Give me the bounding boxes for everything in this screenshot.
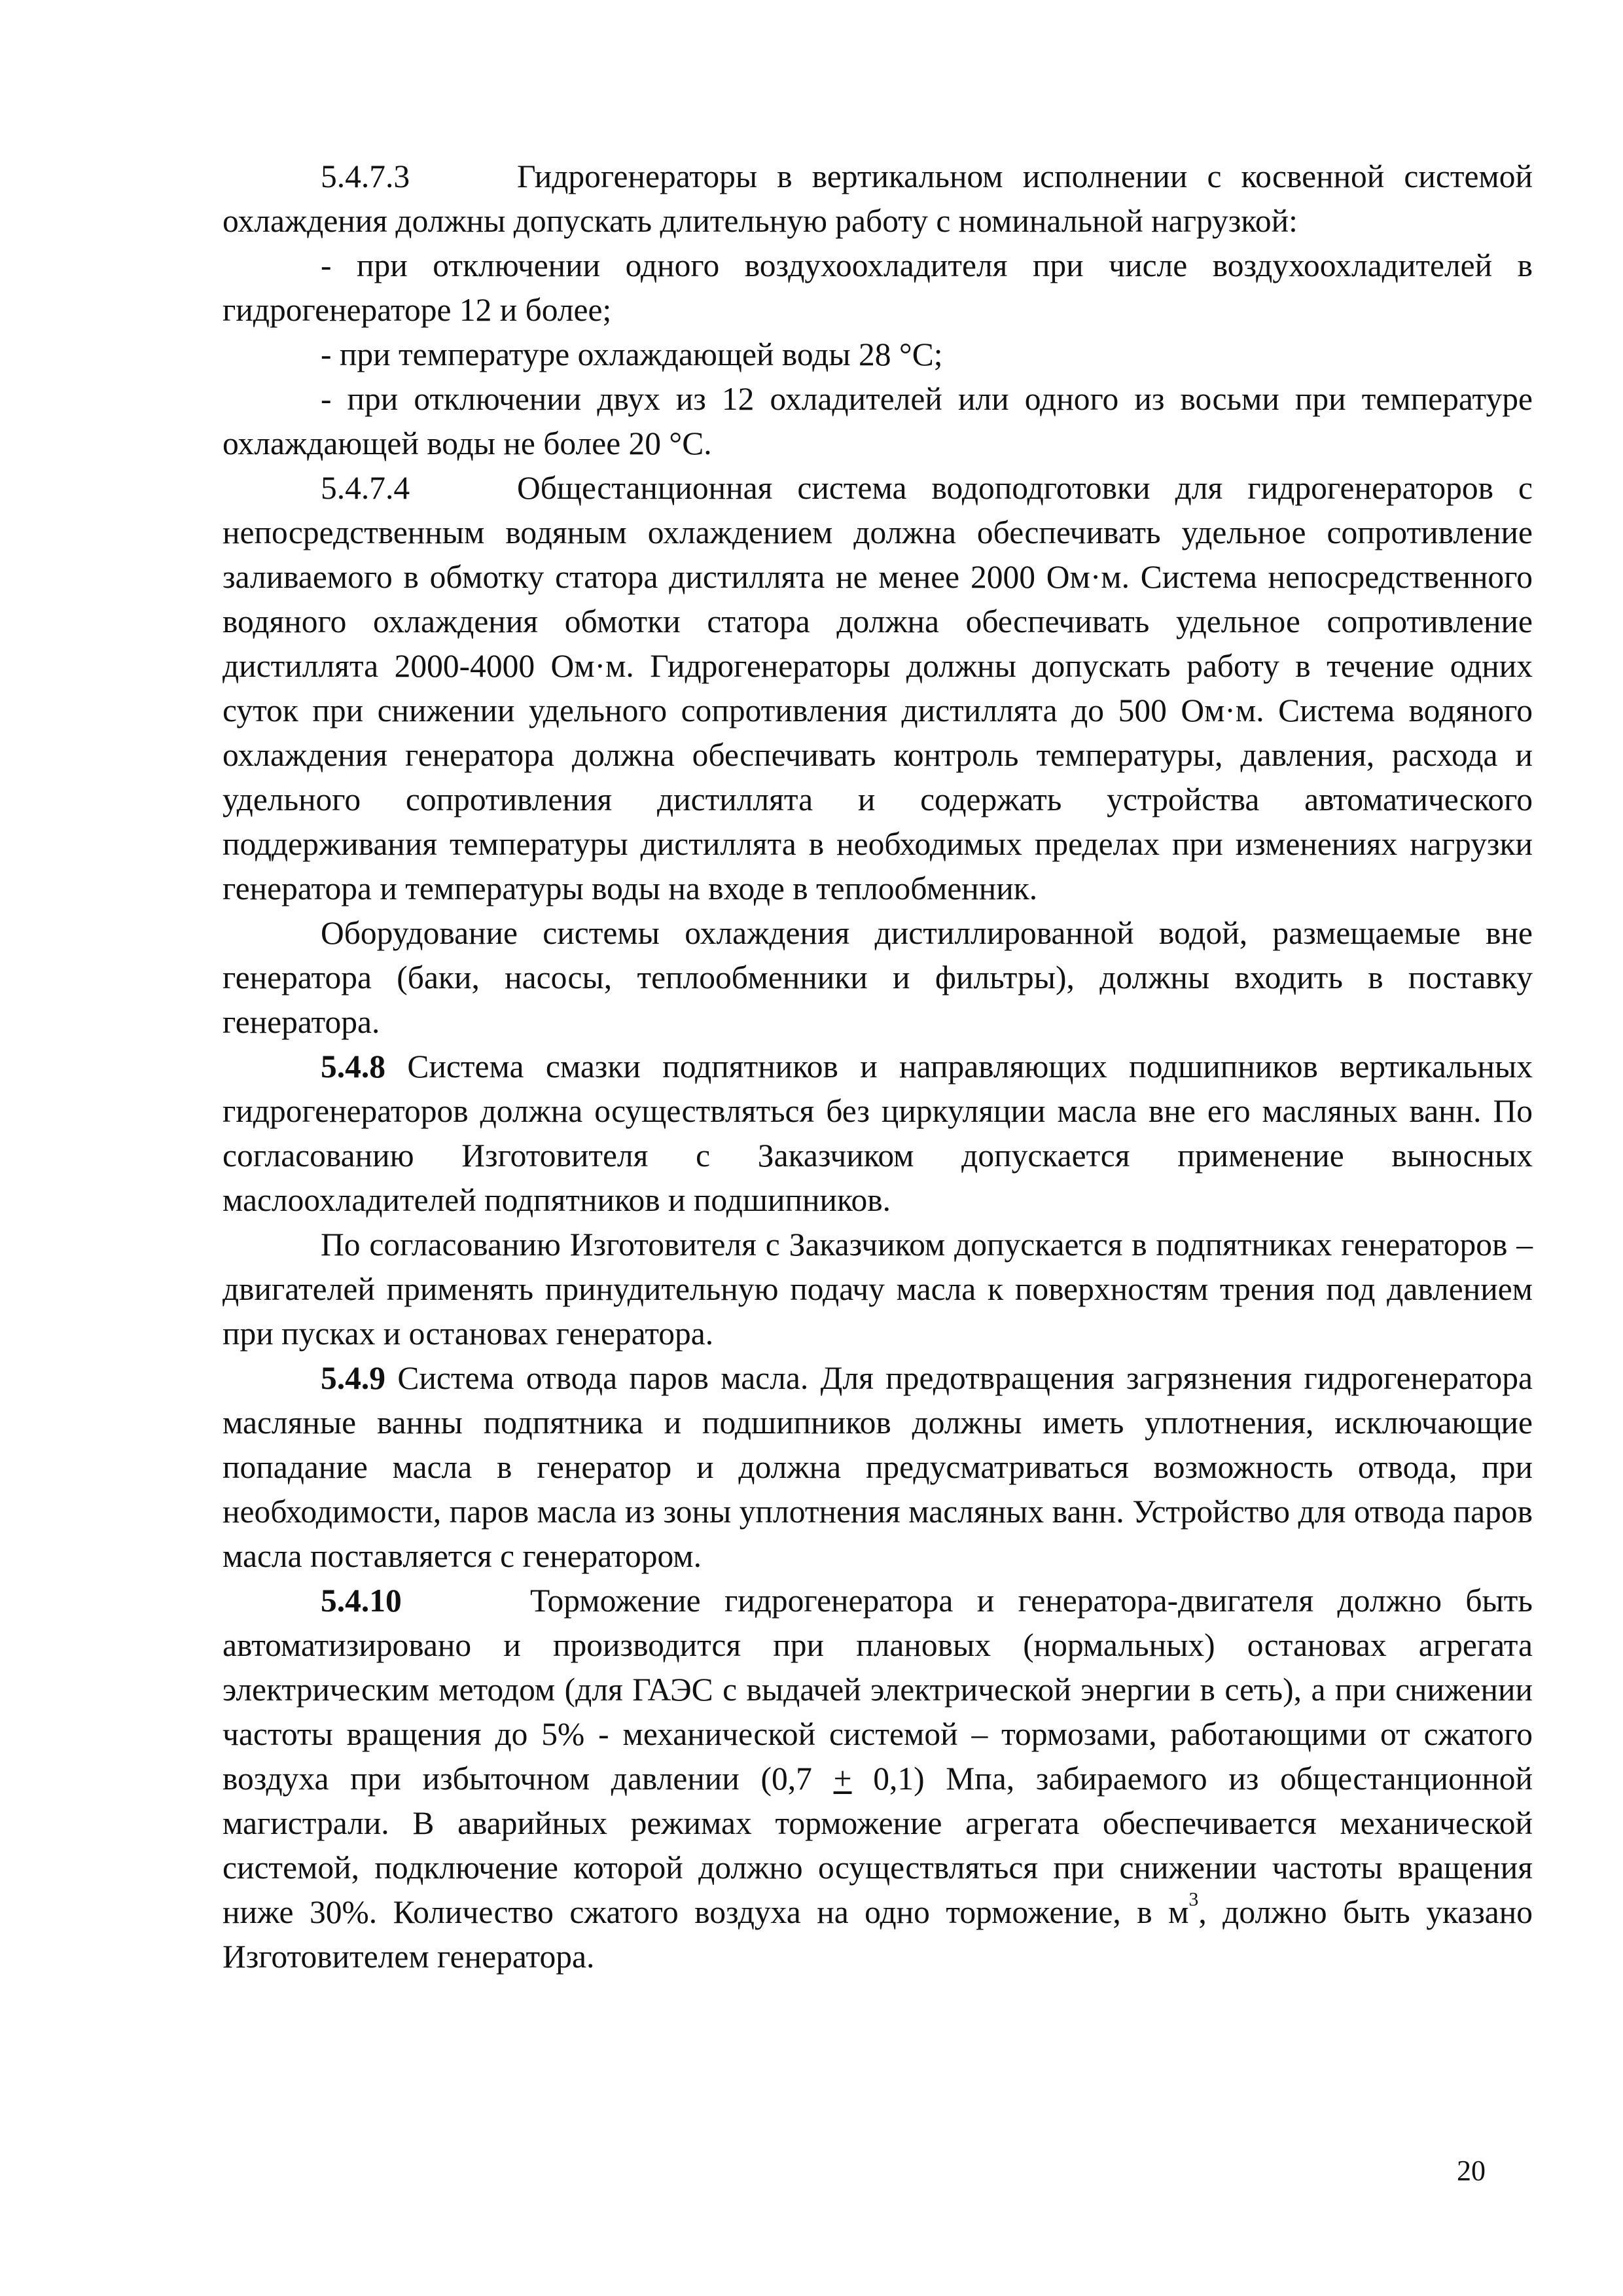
superscript: 3: [1188, 1889, 1199, 1910]
body-text: [223, 154, 1533, 1979]
paragraph-5-4-9: [223, 1356, 1533, 1579]
list-item: - при отключении одного воздухоохладителя при числе воздухоохладителей в гидрогенераторе 12 и более;: [223, 247, 1533, 328]
paragraph-text: 0,1) Мпа, забираемого из общестанционной магистрали. В аварийных режимах торможение агрегата обеспечивается механической системой, подключение которой должно осуществляться при снижении частоты вращения ниже 30%. Количество сжатого воздуха на одно торможение, в м: [223, 1761, 1533, 1930]
clause-number: 5.4.7.3: [321, 158, 410, 194]
plus-minus-sign: +: [833, 1761, 852, 1797]
paragraph-agreement: По согласованию Изготовителя с Заказчиком допускается в подпятниках генераторов – двигателей применять принудительную подачу масла к поверхностям трения под давлением при пусках и остановах генератора.: [223, 1227, 1533, 1352]
list-item: - при отключении двух из 12 охладителей или одного из восьми при температуре охлаждающей воды не более 20 °С.: [223, 381, 1533, 461]
paragraph-text: Гидрогенераторы в вертикальном исполнении с косвенной системой охлаждения должны допускать длительную работу с номинальной нагрузкой:: [223, 158, 1533, 239]
paragraph-text: Торможение гидрогенератора и генератора-двигателя должно быть автоматизировано и производится при плановых (нормальных) остановах агрегата электрическим методом (для ГАЭС с выдачей электрической энергии в сеть), а при снижении частоты вращения до 5% - механической системой – тормозами, работающими от сжатого воздуха при избыточном давлении (0,7: [223, 1583, 1533, 1797]
clause-number: 5.4.10: [321, 1583, 402, 1619]
page-number: 20: [1457, 2155, 1486, 2187]
paragraph-5-4-8: [223, 1045, 1533, 1223]
paragraph-text: Система отвода паров масла. Для предотвращения загрязнения гидрогенератора масляные ванны подпятника и подшипников должны иметь уплотнения, исключающие попадание масла в генератор и должна предусматриваться возможность отвода, при необходимости, паров масла из зоны уплотнения масляных ванн. Устройство для отвода паров масла поставляется с генератором.: [223, 1360, 1533, 1574]
paragraph-equipment: Оборудование системы охлаждения дистиллированной водой, размещаемые вне генератора (баки, насосы, теплообменники и фильтры), должны входить в поставку генератора.: [223, 915, 1533, 1040]
clause-number: 5.4.8: [321, 1049, 385, 1085]
paragraph-text: Общестанционная система водоподготовки для гидрогенераторов с непосредственным водяным охлаждением должна обеспечивать удельное сопротивление заливаемого в обмотку статора дистиллята не менее 2000 Ом·м. Система непосредственного водяного охлаждения обмотки статора должна обеспечивать удельное сопротивление дистиллята 2000-4000 Ом·м. Гидрогенераторы должны допускать работу в течение одних суток при снижении удельного сопротивления дистиллята до 500 Ом·м. Система водяного охлаждения генератора должна обеспечивать контроль температуры, давления, расхода и удельного сопротивления дистиллята и содержать устройства автоматического поддерживания температуры дистиллята в необходимых пределах при изменениях нагрузки генератора и температуры воды на входе в теплообменник.: [223, 470, 1533, 906]
paragraph-5-4-7-3: [223, 154, 1533, 243]
clause-number: 5.4.9: [321, 1360, 385, 1396]
list-item: - при температуре охлаждающей воды 28 °С;: [321, 336, 943, 372]
paragraph-text: Система смазки подпятников и направляющих подшипников вертикальных гидрогенераторов должна осуществляться без циркуляции масла вне его масляных ванн. По согласованию Изготовителя с Заказчиком допускается применение выносных маслоохладителей подпятников и подшипников.: [223, 1049, 1533, 1218]
paragraph-text: , должно быть указано Изготовителем генератора.: [223, 1894, 1533, 1975]
paragraph-5-4-7-4: [223, 466, 1533, 911]
clause-number: 5.4.7.4: [321, 470, 410, 506]
paragraph-5-4-10: [223, 1579, 1533, 1979]
